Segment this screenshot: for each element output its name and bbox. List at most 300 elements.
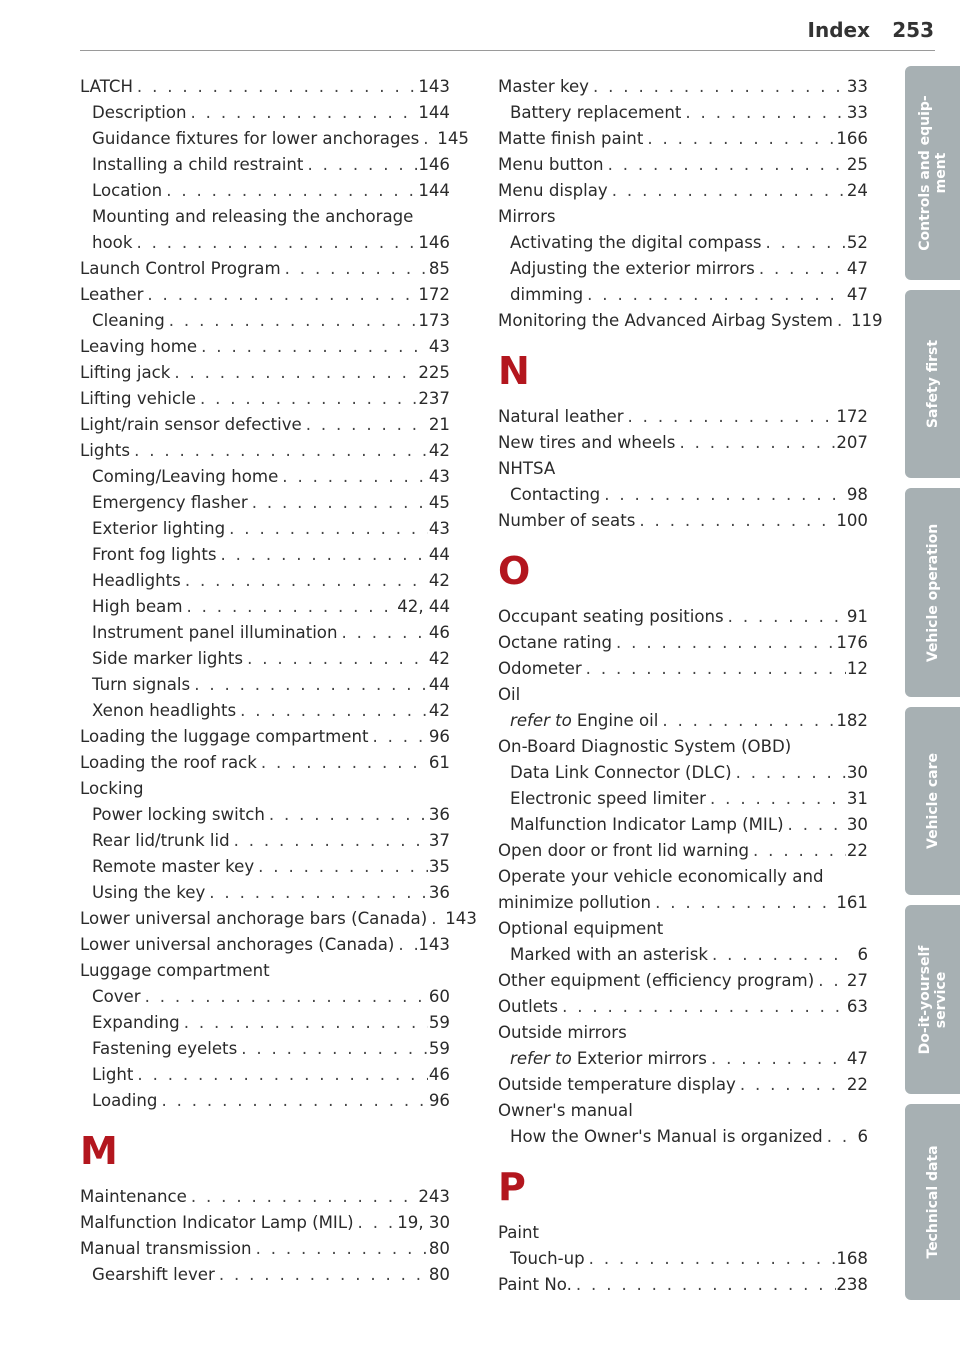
index-entry [498, 916, 868, 942]
entry-term: Optional equipment [498, 919, 664, 938]
entry-term: High beam [92, 597, 183, 616]
index-entry[interactable] [80, 1184, 450, 1210]
index-subentry[interactable] [80, 568, 450, 594]
entry-term: LATCH [80, 77, 133, 96]
entry-page-number[interactable]: 59 [428, 1039, 450, 1058]
dot-leader [257, 750, 428, 776]
index-entry [498, 1220, 868, 1246]
chapter-tab-label-line: Technical data [924, 1145, 941, 1259]
entry-term: Expanding [92, 1013, 180, 1032]
index-entry[interactable] [80, 906, 477, 932]
dot-leader [736, 1072, 846, 1098]
index-subentry[interactable] [80, 802, 450, 828]
section-letter-n: N [498, 349, 530, 393]
entry-term: Emergency flasher [92, 493, 248, 512]
index-entry[interactable] [80, 386, 450, 412]
entry-page-number[interactable]: 42 [428, 701, 450, 720]
entry-page-number[interactable]: 22 [846, 841, 868, 860]
index-entry [80, 958, 450, 984]
entry-term: Location [92, 181, 163, 200]
entry-page-number[interactable]: 46 [428, 1065, 450, 1084]
index-subentry[interactable] [80, 152, 450, 178]
index-entry[interactable] [80, 1210, 450, 1236]
dot-leader [170, 360, 418, 386]
entry-term: Turn signals [92, 675, 191, 694]
index-subentry[interactable] [80, 178, 450, 204]
entry-term: Mounting and releasing the anchorage [92, 207, 414, 226]
dot-leader [419, 126, 437, 152]
dot-leader [635, 508, 836, 534]
index-entry[interactable] [80, 932, 450, 958]
dot-leader [624, 404, 837, 430]
entry-page-number[interactable]: 176 [836, 633, 868, 652]
entry-page-number[interactable]: 42 [428, 571, 450, 590]
dot-leader [706, 786, 846, 812]
chapter-tab-vehicle-operation[interactable] [905, 488, 960, 697]
entry-page-number[interactable]: 37 [428, 831, 450, 850]
index-entry [498, 456, 868, 482]
index-entry[interactable] [80, 282, 450, 308]
entry-term: minimize pollution [498, 893, 652, 912]
entry-page-number[interactable]: 22 [846, 1075, 868, 1094]
section-letter-p: P [498, 1165, 526, 1209]
index-subentry[interactable] [80, 464, 450, 490]
dot-leader [724, 604, 846, 630]
entry-page-number[interactable]: 91 [846, 607, 868, 626]
entry-term: hook [92, 233, 133, 252]
dot-leader [651, 890, 836, 916]
dot-leader [181, 568, 428, 594]
dot-leader [582, 656, 846, 682]
index-subentry[interactable] [498, 760, 868, 786]
dot-leader [133, 1062, 428, 1088]
dot-leader [187, 100, 419, 126]
entry-term: Malfunction Indicator Lamp (MIL) [80, 1213, 354, 1232]
dot-leader [278, 464, 428, 490]
entry-page-number[interactable]: 96 [428, 727, 450, 746]
entry-term: Cleaning [92, 311, 165, 330]
index-entry[interactable] [80, 334, 450, 360]
entry-term: Instrument panel illumination [92, 623, 338, 642]
dot-leader [708, 942, 846, 968]
entry-page-number[interactable]: 52 [846, 233, 868, 252]
entry-term: Headlights [92, 571, 181, 590]
index-subentry[interactable] [80, 880, 450, 906]
entry-page-number[interactable]: 6 [857, 945, 868, 964]
dot-leader [252, 1236, 428, 1262]
entry-term: Lifting vehicle [80, 389, 196, 408]
index-entry[interactable] [498, 1272, 868, 1298]
dot-leader [302, 412, 428, 438]
index-subentry[interactable] [80, 230, 450, 256]
index-entry[interactable] [498, 152, 868, 178]
dot-leader [157, 1088, 428, 1114]
dot-leader [707, 1046, 846, 1072]
dot-leader [215, 1262, 428, 1288]
index-entry [498, 864, 868, 890]
entry-page-number[interactable]: 237 [418, 389, 450, 408]
entry-page-number[interactable]: 36 [428, 883, 450, 902]
dot-leader [303, 152, 418, 178]
entry-term: Menu display [498, 181, 608, 200]
index-subentry[interactable] [498, 482, 868, 508]
entry-term: Light [92, 1065, 134, 1084]
dot-leader [225, 516, 428, 542]
index-entry[interactable] [498, 74, 868, 100]
dot-leader [814, 968, 846, 994]
entry-page-number[interactable]: 36 [428, 805, 450, 824]
index-subentry[interactable] [80, 828, 450, 854]
entry-page-number[interactable]: 42 [428, 649, 450, 668]
index-subentry[interactable] [498, 708, 868, 734]
dot-leader [600, 482, 846, 508]
entry-page-number[interactable]: 47 [846, 285, 868, 304]
index-entry[interactable] [80, 412, 450, 438]
entry-term: On-Board Diagnostic System (OBD) [498, 737, 792, 756]
index-subentry[interactable] [80, 490, 450, 516]
entry-term: Odometer [498, 659, 582, 678]
entry-term: Maintenance [80, 1187, 187, 1206]
entry-page-number[interactable]: 33 [846, 77, 868, 96]
entry-page-number[interactable]: 207 [836, 433, 868, 452]
entry-page-number[interactable]: 43 [428, 467, 450, 486]
index-subentry[interactable] [80, 1262, 450, 1288]
entry-page-number[interactable]: 42, 44 [397, 597, 450, 616]
entry-term: Launch Control Program [80, 259, 281, 278]
entry-page-number[interactable]: 61 [428, 753, 450, 772]
dot-leader [585, 1246, 837, 1272]
index-entry[interactable] [498, 656, 868, 682]
entry-page-number[interactable]: 182 [836, 711, 868, 730]
entry-term: How the Owner's Manual is organized [510, 1127, 823, 1146]
chapter-tab-label-line: Safety first [924, 339, 941, 429]
entry-term: Malfunction Indicator Lamp (MIL) [510, 815, 784, 834]
dot-leader [216, 542, 428, 568]
index-subentry[interactable] [80, 1088, 450, 1114]
entry-page-number[interactable]: 33 [846, 103, 868, 122]
chapter-tab-label-line: Controls and equip- [916, 95, 933, 251]
entry-term: Natural leather [498, 407, 624, 426]
entry-page-number[interactable]: 45 [428, 493, 450, 512]
entry-page-number[interactable]: 44 [428, 675, 450, 694]
chapter-tab-label-line: ment [932, 152, 949, 194]
index-subentry[interactable] [80, 698, 450, 724]
index-entry[interactable] [498, 508, 868, 534]
entry-page-number[interactable]: 60 [428, 987, 450, 1006]
dot-leader [762, 230, 846, 256]
entry-page-number[interactable]: 172 [418, 285, 450, 304]
entry-term: Xenon headlights [92, 701, 237, 720]
index-entry[interactable] [498, 968, 868, 994]
cross-reference-target: Exterior mirrors [576, 1049, 707, 1068]
dot-leader [755, 256, 846, 282]
entry-term: Loading the roof rack [80, 753, 257, 772]
entry-page-number[interactable]: 43 [428, 519, 450, 538]
entry-page-number[interactable]: 59 [428, 1013, 450, 1032]
entry-term: Battery replacement [510, 103, 682, 122]
entry-term: NHTSA [498, 459, 556, 478]
entry-page-number[interactable]: 31 [846, 789, 868, 808]
dot-leader [180, 1010, 428, 1036]
entry-page-number[interactable]: 27 [846, 971, 868, 990]
entry-term: Outlets [498, 997, 559, 1016]
dot-leader [265, 802, 428, 828]
index-subentry[interactable] [498, 1124, 868, 1150]
entry-page-number[interactable]: 143 [445, 909, 477, 928]
entry-page-number[interactable]: 146 [418, 155, 450, 174]
entry-page-number[interactable]: 143 [418, 77, 450, 96]
dot-leader [243, 646, 428, 672]
dot-leader [141, 984, 428, 1010]
entry-page-number[interactable]: 166 [836, 129, 868, 148]
index-entry[interactable] [498, 604, 868, 630]
index-entry[interactable] [498, 890, 868, 916]
chapter-tab-label-line: service [932, 971, 949, 1028]
chapter-tab-label [925, 523, 941, 661]
entry-page-number[interactable]: 25 [846, 155, 868, 174]
entry-term: Outside temperature display [498, 1075, 736, 1094]
entry-term: Master key [498, 77, 589, 96]
entry-page-number[interactable]: 42 [428, 441, 450, 460]
chapter-tab-safety-first[interactable] [905, 290, 960, 478]
entry-term: Paint [498, 1223, 540, 1242]
entry-page-number[interactable]: 143 [418, 935, 450, 954]
entry-term: Leaving home [80, 337, 198, 356]
chapter-tab-do-it-yourself[interactable] [905, 905, 960, 1094]
chapter-tab-label [925, 340, 941, 428]
entry-term: Cover [92, 987, 141, 1006]
chapter-tab-label [925, 1145, 941, 1258]
entry-term: Leather [80, 285, 144, 304]
entry-term: Description [92, 103, 187, 122]
index-subentry[interactable] [80, 1010, 450, 1036]
entry-term: Locking [80, 779, 144, 798]
entry-term [510, 708, 658, 734]
dot-leader [572, 1272, 836, 1298]
entry-term: Installing a child restraint [92, 155, 304, 174]
dot-leader [281, 256, 428, 282]
entry-term: Adjusting the exterior mirrors [510, 259, 755, 278]
index-subentry[interactable] [80, 516, 450, 542]
entry-page-number[interactable]: 119 [850, 311, 883, 330]
dot-leader [132, 230, 418, 256]
entry-page-number[interactable]: 35 [428, 857, 450, 876]
dot-leader [248, 490, 428, 516]
entry-term: New tires and wheels [498, 433, 676, 452]
entry-term: Monitoring the Advanced Airbag System [498, 311, 833, 330]
index-entry[interactable] [80, 438, 450, 464]
dot-leader [612, 630, 836, 656]
dot-leader [784, 812, 846, 838]
index-subentry[interactable] [498, 256, 868, 282]
dot-leader [197, 334, 428, 360]
entry-page-number[interactable]: 144 [418, 181, 450, 200]
entry-page-number[interactable]: 161 [836, 893, 868, 912]
index-subentry[interactable] [80, 984, 450, 1010]
dot-leader [394, 932, 418, 958]
index-subentry[interactable] [80, 100, 450, 126]
entry-page-number[interactable]: 19, 30 [397, 1213, 450, 1232]
entry-term: Octane rating [498, 633, 613, 652]
dot-leader [133, 74, 418, 100]
dot-leader [165, 308, 419, 334]
entry-page-number[interactable]: 24 [846, 181, 868, 200]
index-entry[interactable] [80, 360, 450, 386]
dot-leader [369, 724, 429, 750]
section-letter-m: M [80, 1129, 118, 1173]
entry-page-number[interactable]: 96 [428, 1091, 450, 1110]
entry-term: Guidance fixtures for lower anchorages [92, 129, 420, 148]
entry-term: Side marker lights [92, 649, 244, 668]
entry-term: Number of seats [498, 511, 636, 530]
entry-term: Remote master key [92, 857, 255, 876]
dot-leader [658, 708, 836, 734]
index-entry[interactable] [498, 630, 868, 656]
index-subentry[interactable] [498, 812, 868, 838]
dot-leader [643, 126, 836, 152]
index-subentry[interactable] [80, 854, 450, 880]
index-subentry[interactable] [498, 230, 868, 256]
entry-page-number[interactable]: 21 [428, 415, 450, 434]
dot-leader [230, 828, 428, 854]
entry-page-number[interactable]: 100 [836, 511, 868, 530]
entry-term: Data Link Connector (DLC) [510, 763, 732, 782]
index-entry[interactable] [80, 74, 450, 100]
entry-term: Coming/Leaving home [92, 467, 279, 486]
index-entry[interactable] [498, 838, 868, 864]
index-entry [498, 734, 868, 760]
dot-leader [427, 906, 445, 932]
entry-term: Lower universal anchorage bars (Canada) [80, 909, 428, 928]
index-entry [498, 682, 868, 708]
entry-page-number[interactable]: 85 [428, 259, 450, 278]
index-subentry[interactable] [80, 308, 450, 334]
dot-leader [183, 594, 398, 620]
entry-term [510, 1046, 707, 1072]
index-subentry[interactable] [80, 646, 450, 672]
entry-term: Contacting [510, 485, 601, 504]
dot-leader [589, 74, 846, 100]
entry-page-number[interactable]: 63 [846, 997, 868, 1016]
index-entry[interactable] [498, 178, 868, 204]
index-subentry[interactable] [80, 620, 450, 646]
index-subentry[interactable] [80, 542, 450, 568]
entry-term: Using the key [92, 883, 206, 902]
entry-page-number[interactable]: 47 [846, 1049, 868, 1068]
entry-term: Exterior lighting [92, 519, 226, 538]
entry-page-number[interactable]: 225 [418, 363, 450, 382]
entry-page-number[interactable]: 168 [836, 1249, 868, 1268]
dot-leader [583, 282, 846, 308]
entry-page-number[interactable]: 243 [418, 1187, 450, 1206]
dot-leader [604, 152, 846, 178]
entry-term: Marked with an asterisk [510, 945, 708, 964]
index-subentry[interactable] [80, 126, 469, 152]
entry-page-number[interactable]: 47 [846, 259, 868, 278]
dot-leader [823, 1124, 846, 1150]
index-subentry[interactable] [498, 1246, 868, 1272]
index-entry[interactable] [498, 1072, 868, 1098]
chapter-tab-controls-and-equip[interactable] [905, 66, 960, 280]
entry-term: Open door or front lid warning [498, 841, 750, 860]
chapter-tab-label-line: Do-it-yourself [916, 945, 933, 1054]
index-entry[interactable] [498, 308, 883, 334]
index-entry[interactable] [80, 724, 450, 750]
entry-page-number[interactable]: 30 [846, 763, 868, 782]
entry-term: Lower universal anchorages (Canada) [80, 935, 395, 954]
entry-page-number[interactable]: 98 [846, 485, 868, 504]
entry-page-number[interactable]: 80 [428, 1239, 450, 1258]
index-entry[interactable] [80, 750, 450, 776]
entry-page-number[interactable]: 238 [836, 1275, 868, 1294]
entry-term: Operate your vehicle economically and [498, 867, 824, 886]
chapter-tab-label [925, 753, 941, 849]
chapter-tab-label-line: Vehicle care [924, 753, 941, 849]
index-entry[interactable] [498, 430, 868, 456]
section-letter-o: O [498, 549, 531, 593]
index-subentry[interactable] [498, 100, 868, 126]
index-entry[interactable] [498, 126, 868, 152]
index-subentry[interactable] [498, 942, 868, 968]
index-subentry[interactable] [80, 1036, 450, 1062]
index-subentry[interactable] [80, 594, 450, 620]
dot-leader [675, 430, 836, 456]
entry-page-number[interactable]: 44 [428, 545, 450, 564]
chapter-tab-vehicle-care[interactable] [905, 707, 960, 895]
entry-page-number[interactable]: 145 [437, 129, 469, 148]
dot-leader [681, 100, 846, 126]
entry-term: Luggage compartment [80, 961, 270, 980]
index-entry[interactable] [80, 1236, 450, 1262]
entry-page-number[interactable]: 30 [846, 815, 868, 834]
index-subentry [80, 204, 450, 230]
dot-leader [337, 620, 428, 646]
entry-term: Electronic speed limiter [510, 789, 707, 808]
dot-leader [162, 178, 418, 204]
dot-leader [354, 1210, 398, 1236]
index-subentry[interactable] [498, 282, 868, 308]
entry-term: Fastening eyelets [92, 1039, 238, 1058]
entry-term: Menu button [498, 155, 604, 174]
entry-term: Occupant seating positions [498, 607, 724, 626]
cross-reference-label: refer to [510, 711, 572, 730]
entry-page-number[interactable]: 80 [428, 1265, 450, 1284]
index-entry[interactable] [80, 256, 450, 282]
entry-page-number[interactable]: 146 [418, 233, 450, 252]
entry-page-number[interactable]: 46 [428, 623, 450, 642]
entry-term: Paint No. [498, 1275, 572, 1294]
index-entry[interactable] [498, 404, 868, 430]
dot-leader [187, 1184, 418, 1210]
index-subentry[interactable] [80, 1062, 450, 1088]
entry-term: Activating the digital compass [510, 233, 762, 252]
chapter-tab-label [917, 945, 949, 1054]
index-entry[interactable] [498, 994, 868, 1020]
index-subentry[interactable] [80, 672, 450, 698]
entry-page-number[interactable]: 144 [418, 103, 450, 122]
entry-page-number[interactable]: 43 [428, 337, 450, 356]
dot-leader [143, 282, 418, 308]
index-subentry[interactable] [498, 1046, 868, 1072]
entry-page-number[interactable]: 173 [418, 311, 450, 330]
index-subentry[interactable] [498, 786, 868, 812]
dot-leader [608, 178, 846, 204]
chapter-tab-technical-data[interactable] [905, 1104, 960, 1300]
entry-page-number[interactable]: 6 [857, 1127, 868, 1146]
entry-page-number[interactable]: 12 [846, 659, 868, 678]
entry-page-number[interactable]: 172 [836, 407, 868, 426]
header-rule [80, 50, 935, 51]
